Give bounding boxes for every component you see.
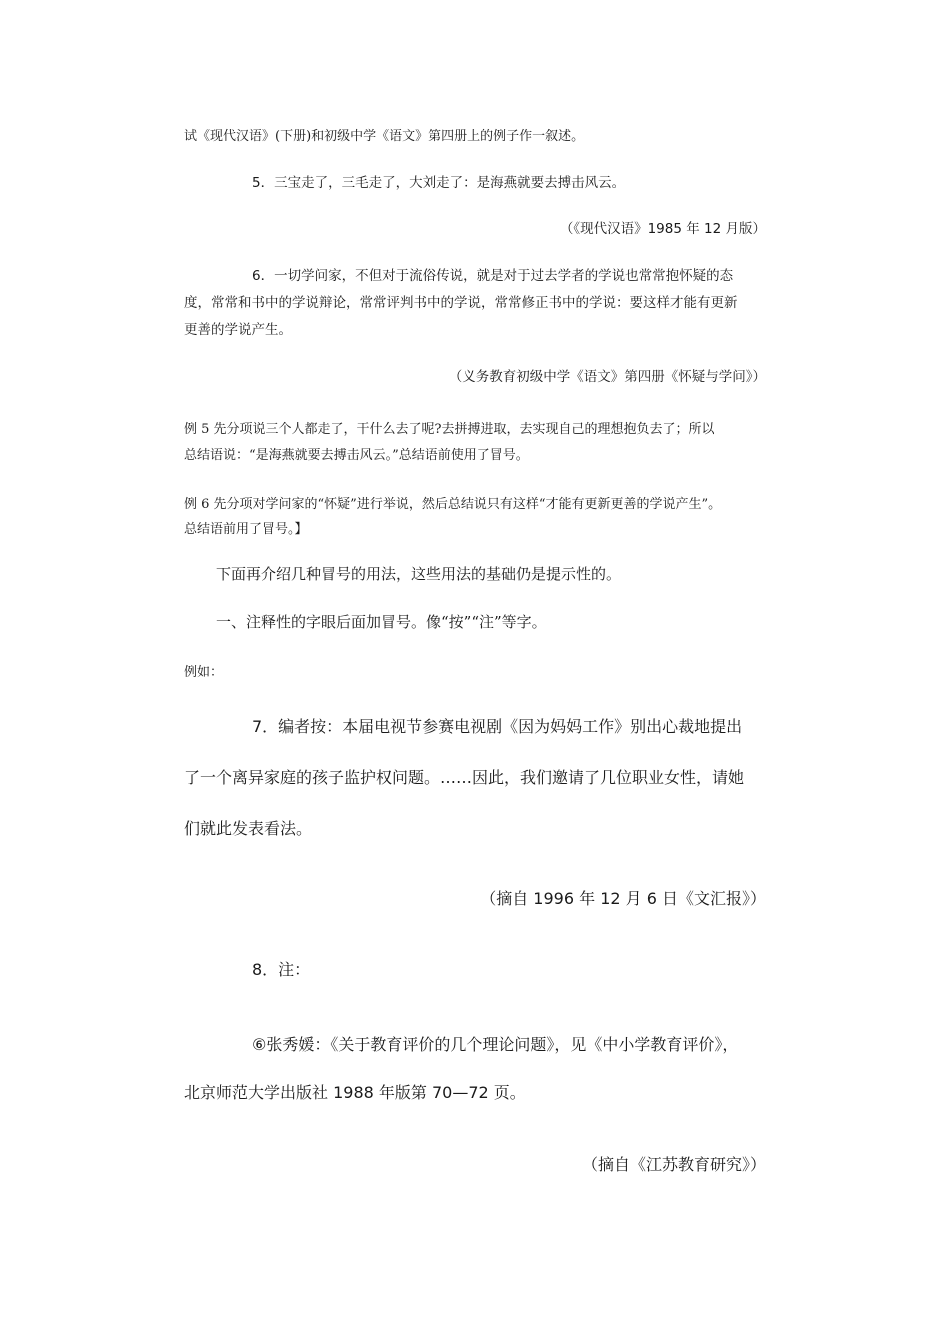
note-5-line-2: 总结语说：“是海燕就要去搏击风云。”总结语前使用了冒号。 bbox=[184, 448, 529, 463]
note-6-line-1: 例 6 先分项对学问家的“怀疑”进行举说，然后总结说只有这样“才能有更新更善的学说产生”。 bbox=[184, 497, 722, 512]
example-7-source: （摘自 1996 年 12 月 6 日《文汇报》） bbox=[480, 889, 766, 908]
note-5-line-1: 例 5 先分项说三个人都走了，干什么去了呢?去拼搏进取，去实现自己的理想抱负去了；所以 bbox=[184, 422, 715, 437]
example-6-line-1: 6．一切学问家，不但对于流俗传说，就是对于过去学者的学说也常常抱怀疑的态 bbox=[252, 268, 734, 284]
paragraph-more-usages: 下面再介绍几种冒号的用法，这些用法的基础仍是提示性的。 bbox=[216, 565, 622, 583]
paragraph-for-example: 例如： bbox=[184, 665, 224, 680]
example-7-line-3: 们就此发表看法。 bbox=[184, 819, 313, 838]
intro-line: 试《现代汉语》(下册)和初级中学《语文》第四册上的例子作一叙述。 bbox=[184, 129, 585, 144]
example-8-line-2: 北京师范大学出版社 1988 年版第 70—72 页。 bbox=[184, 1083, 526, 1102]
example-6-line-3: 更善的学说产生。 bbox=[184, 322, 292, 338]
example-8-label: 8．注： bbox=[252, 960, 311, 979]
example-6-source: （义务教育初级中学《语文》第四册《怀疑与学问》） bbox=[448, 369, 766, 385]
paragraph-section-one: 一、注释性的字眼后面加冒号。像“按”“注”等字。 bbox=[216, 613, 547, 631]
example-7-line-2: 了一个离异家庭的孩子监护权问题。……因此，我们邀请了几位职业女性，请她 bbox=[184, 768, 745, 787]
note-6-line-2: 总结语前用了冒号。】 bbox=[184, 522, 308, 537]
example-8-source: （摘自《江苏教育研究》） bbox=[581, 1155, 766, 1174]
example-6-line-2: 度，常常和书中的学说辩论，常常评判书中的学说，常常修正书中的学说：要这样才能有更新 bbox=[184, 295, 738, 311]
example-7-line-1: 7．编者按：本届电视节参赛电视剧《因为妈妈工作》别出心裁地提出 bbox=[252, 717, 743, 736]
example-5-text: 5．三宝走了，三毛走了，大刘走了：是海燕就要去搏击风云。 bbox=[252, 175, 626, 191]
example-8-line-1: ⑥张秀媛：《关于教育评价的几个理论问题》，见《中小学教育评价》， bbox=[252, 1035, 739, 1054]
example-5-source: （《现代汉语》1985 年 12 月版） bbox=[559, 221, 766, 237]
